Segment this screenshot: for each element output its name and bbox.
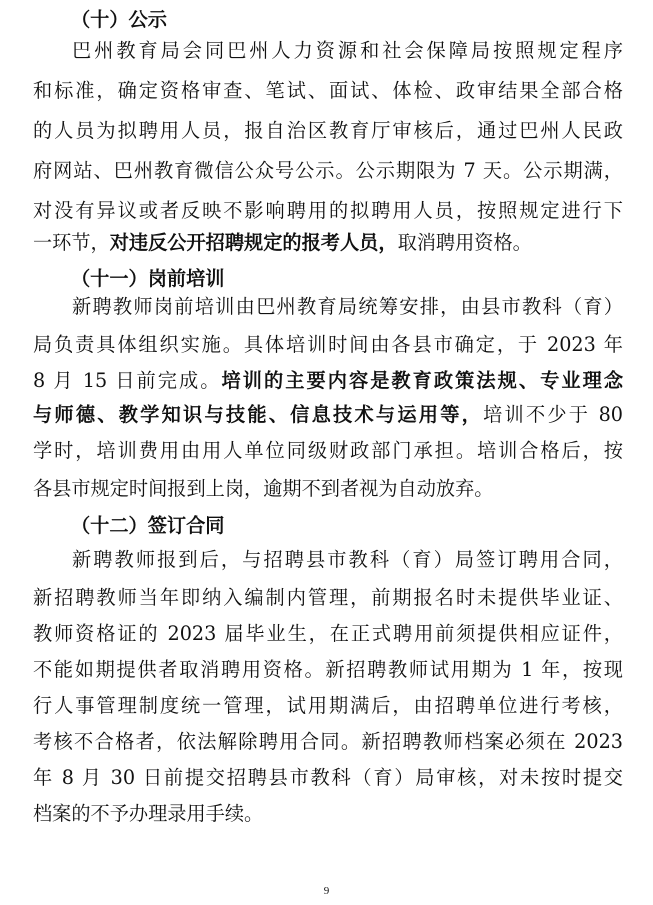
paragraph-line: 局负责具体组织实施。具体培训时间由各县市确定，于 2023 年 [33,333,623,356]
paragraph-line [33,366,623,396]
paragraph-line: 行人事管理制度统一管理，试用期满后，由招聘单位进行考核， [33,694,623,717]
bold-text-run: 对违反公开招聘规定的报考人员， [109,231,398,254]
text-run: 8 月 15 日前完成。 [33,369,222,392]
bold-text-run: 与师德、教学知识与技能、信息技术与运用等， [33,403,484,426]
section-heading: （十一）岗前培训 [71,267,225,290]
section-heading: （十）公示 [71,8,167,31]
page-number: 9 [323,885,330,897]
paragraph-line: 巴州教育局会同巴州人力资源和社会保障局按照规定程序 [72,39,623,62]
text-run: 一环节， [33,231,110,254]
paragraph-line: 档案的不予办理录用手续。 [33,802,264,825]
paragraph-line: 考核不合格者，依法解除聘用合同。新招聘教师档案必须在 2023 [33,730,623,753]
section-heading: （十二）签订合同 [71,514,225,537]
paragraph-line: 府网站、巴州教育微信公众号公示。公示期限为 7 天。公示期满， [33,159,623,182]
paragraph-line: 的人员为拟聘用人员，报自治区教育厅审核后，通过巴州人民政 [33,119,623,142]
paragraph-line: 学时，培训费用由用人单位同级财政部门承担。培训合格后，按 [33,439,623,462]
paragraph-line [33,400,623,430]
bold-text-run: 培训的主要内容是教育政策法规、专业理念 [221,369,624,392]
paragraph-line: 各县市规定时间报到上岗，逾期不到者视为自动放弃。 [33,477,494,500]
paragraph-line: 和标准，确定资格审查、笔试、面试、体检、政审结果全部合格 [33,79,623,102]
paragraph-line: 不能如期提供者取消聘用资格。新招聘教师试用期为 1 年，按现 [33,658,623,681]
paragraph-line: 年 8 月 30 日前提交招聘县市教科（育）局审核，对未按时提交 [33,766,623,789]
text-run: 培训不少于 80 [483,403,623,426]
paragraph-line [33,228,623,258]
paragraph-line: 对没有异议或者反映不影响聘用的拟聘用人员，按照规定进行下 [33,199,623,222]
paragraph-line: 教师资格证的 2023 届毕业生，在正式聘用前须提供相应证件， [33,622,623,645]
paragraph-line: 新聘教师岗前培训由巴州教育局统筹安排，由县市教科（育） [72,295,623,318]
paragraph-line: 新聘教师报到后，与招聘县市教科（育）局签订聘用合同， [72,548,623,571]
text-run: 取消聘用资格。 [397,231,532,254]
paragraph-line: 新招聘教师当年即纳入编制内管理，前期报名时未提供毕业证、 [33,586,623,609]
